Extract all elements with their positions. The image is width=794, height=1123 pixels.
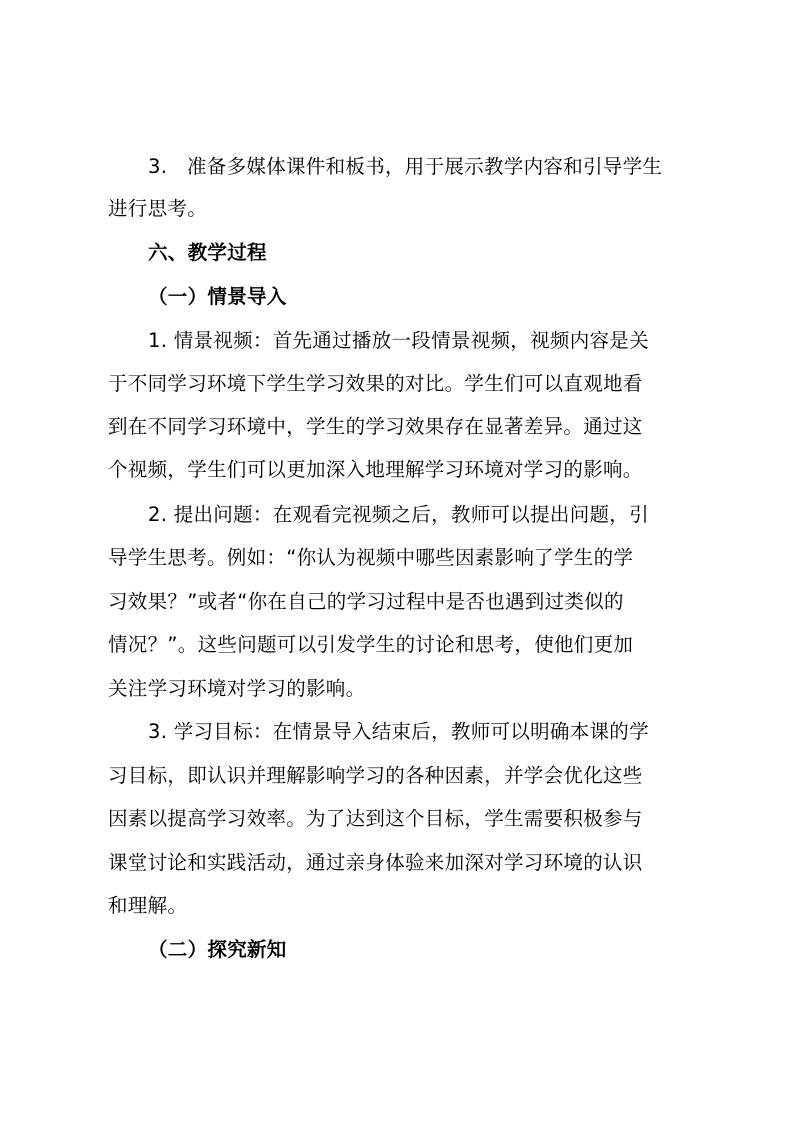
- para-3-line-3: 习效果？”或者“你在自己的学习过程中是否也遇到过类似的: [108, 590, 624, 613]
- para-3-line-5: 关注学习环境对学习的影响。: [108, 677, 366, 700]
- para-3-line-1: 2. 提出问题：在观看完视频之后，教师可以提出问题，引: [148, 503, 649, 526]
- para-1-line-2: 进行思考。: [108, 197, 208, 220]
- subsection-heading-1: （一）情景导入: [148, 285, 287, 308]
- para-4-line-3: 因素以提高学习效率。为了达到这个目标，学生需要积极参与: [108, 807, 643, 830]
- para-2-line-1: 1. 情景视频：首先通过播放一段情景视频，视频内容是关: [148, 329, 649, 352]
- subsection-heading-2: （二）探究新知: [148, 938, 287, 961]
- para-1-line-1: 3. 准备多媒体课件和板书，用于展示教学内容和引导学生: [148, 155, 663, 178]
- para-2-line-2: 于不同学习环境下学生学习效果的对比。学生们可以直观地看: [108, 372, 643, 395]
- section-heading: 六、教学过程: [148, 241, 267, 264]
- para-4-line-1: 3. 学习目标：在情景导入结束后，教师可以明确本课的学: [148, 720, 649, 743]
- para-2-line-3: 到在不同学习环境中，学生的学习效果存在显著差异。通过这: [108, 415, 643, 438]
- para-3-line-2: 导学生思考。例如：“你认为视频中哪些因素影响了学生的学: [108, 546, 634, 569]
- para-2-line-4: 个视频，学生们可以更加深入地理解学习环境对学习的影响。: [108, 458, 643, 481]
- para-4-line-2: 习目标，即认识并理解影响学习的各种因素，并学会优化这些: [108, 764, 643, 787]
- para-4-line-5: 和理解。: [108, 894, 188, 917]
- para-3-line-4: 情况？”。这些问题可以引发学生的讨论和思考，使他们更加: [108, 633, 634, 656]
- para-4-line-4: 课堂讨论和实践活动，通过亲身体验来加深对学习环境的认识: [108, 851, 643, 874]
